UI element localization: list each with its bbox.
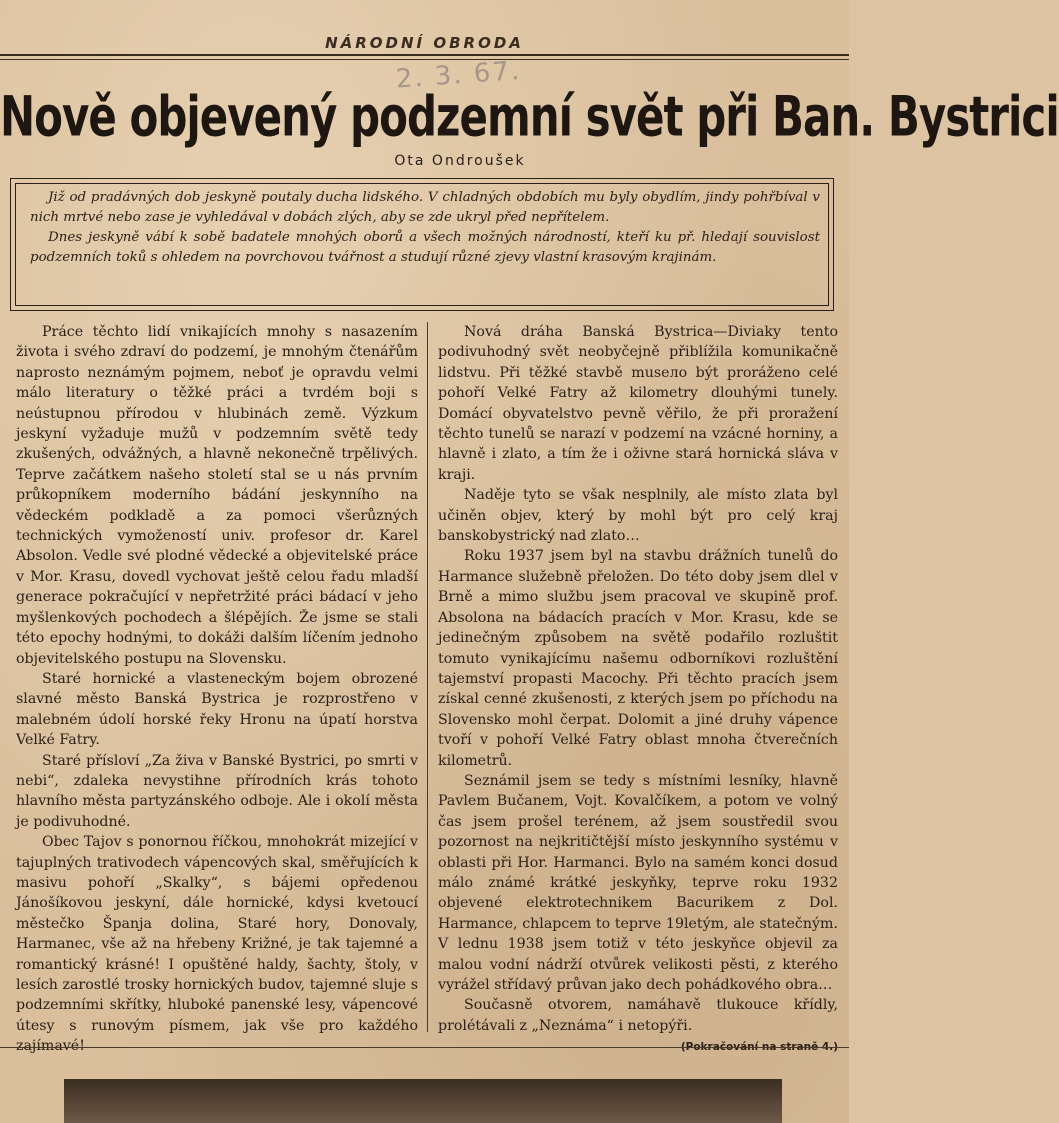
body-paragraph: Staré hornické a vlasteneckým bojem obrozené slavné město Banská Bystrica je rozprostřeno v malebném údolí horské řeky Hronu na úpatí horstva Velké Fatry. <box>16 670 418 749</box>
lead-text <box>15 183 829 306</box>
lead-box <box>10 178 834 311</box>
masthead-rule-thin <box>0 59 849 60</box>
body-paragraph: Staré přísloví „Za živa v Banské Bystrici, po smrti v nebi“, zdaleka nevystihne přírodních krás tohoto hlavního města partyzánského odboje. Ale i okolí města je podivuhodné. <box>16 752 418 830</box>
author-byline: Ota Ondroušek <box>394 153 526 169</box>
right-column <box>438 322 838 1058</box>
body-paragraph: Nová dráha Banská Bystrica—Diviaky tento podivuhodný svět neobyčejně přiblížila komunikačně lidstvu. Při těžké stavbě musело být proráženo celé pohoří Velké Fatry až kilometry dlouhými tunely. Domácí obyvatelstvo pevně věřilo, že při proražení těchto tunelů se narazí v podzemí na vzácné horniny, a hlavně i zlato, a tím že i oživne stará hornická sláva v kraji. <box>438 324 838 483</box>
headline: Nově objevený podzemní svět při Ban. Bystrici <box>0 84 1059 149</box>
body-paragraph: Obec Tajov s ponornou říčkou, mnohokrát mizející v tajuplných trativodech vápencových skal, směřujících k masivu pohoří „Skalky“, s bájemi opředenou Jánošíkovou jeskyní, dále hornické, kdysi kvetoucí městečko Španja dolina, Staré hory, Donovaly, Harmanec, vše až na hřebeny Križné, je tak tajemné a romantický krásné! I opuštěné haldy, šachty, štoly, v lesích zarostlé trosky hornických budov, tajemné sluje s podzemními skřítky, hluboké panenské lesy, vápencové útesy s runovým písmem, jak vše pro každého zajímavé! <box>16 834 418 1055</box>
masthead: NÁRODNÍ OBRODA <box>325 34 524 52</box>
photo-fragment <box>64 1079 782 1123</box>
left-column <box>16 322 418 1057</box>
body-paragraph: Roku 1937 jsem byl na stavbu drážních tunelů do Harmance služebně přeložen. Do této doby jsem dlel v Brně a mimo službu jsem pracoval ve skupině prof. Absolona na bádacích pracích v Mor. Krasu, kde se jedinečným způsobem na světě podařilo rozluštit tomuto vynikajícímu našemu odborníkovi rozluštění tajemství propasti Macochy. Při těchto pracích jsem získal cenné zkušenosti, z kterých jsem po příchodu na Slovensko mohl čerpat. Dolomit a jiné druhy vápence tvoří v pohoří Velké Fatry oblast mnoha čtverečních kilometrů. <box>438 548 838 769</box>
masthead-rule <box>0 54 849 56</box>
body-paragraph: Současně otvorem, namáhavě tlukouce křídly, prolétávali z „Neznáma“ i netopýři. <box>438 997 838 1034</box>
lead-paragraph: Již od pradávných dob jeskyně poutaly ducha lidského. V chladných obdobích mu byly obydlím, jindy pohřbíval v nich mrtvé nebo zase je vyhledával v dobách zlých, aby se zde ukryl před nepřítelem. <box>30 190 820 225</box>
handwritten-date: 2. 3. 67. <box>394 55 523 95</box>
body-paragraph: Seznámil jsem se tedy s místními lesníky, hlavně Pavlem Bučanem, Vojt. Kovalčíkem, a potom ve volný čas jsem prošel terénem, až jsem soustředil svou pozornost na nejkritičtější místo jeskynního systému v oblasti při Hor. Harmanci. Bylo na samém konci dosud málo známé krátké jeskyňky, teprve roku 1932 objevené elektrotechnikem Bacurikem z Dol. Harmance, chlapcem to teprve 19letým, ale statečným. V lednu 1938 jsem totiž v této jeskyňce objevil za malou vodní nádrží otvůrek velikosti pěsti, z kterého vyrážel střídavý průvan jako dech pohádkového obra… <box>438 772 838 993</box>
bottom-rule <box>0 1047 849 1048</box>
lead-paragraph: Dnes jeskyně vábí k sobě badatele mnohých oborů a všech možných národností, kteří ku př. hledají souvislost podzemních toků s ohledem na povrchovou tvářnost a studují různé zjevy vlastní krasovým krajinám. <box>30 230 820 265</box>
body-paragraph: Naděje tyto se však nesplnily, ale místo zlata byl učiněn objev, který by mohl být pro celý kraj banskobystrický nad zlato… <box>438 487 838 545</box>
column-divider <box>427 322 428 1032</box>
continued-note: (Pokračování na straně 4.) <box>680 1041 838 1054</box>
body-paragraph: Práce těchto lidí vnikajících mnohy s nasazením života i svého zdraví do podzemí, je mnohým čtenářům naprosto neznámým pojmem, neboť je opravdu velmi málo literatury o těžké práci a tvrdém boji s neústupnou přírodou v hlubinách země. Výzkum jeskyní vyžaduje mužů v podzemním světě tedy zkušených, odvážných, a hlavně nekonečně trpělivých. Teprve začátkem našeho století stal se u nás prvním průkopníkem moderního bádání jeskynního na vědeckém podkladě a za pomoci všerůzných technických vymožeností univ. profesor dr. Karel Absolon. Vedle své plodné vědecké a objevitelské práce v Mor. Krasu, dovedl vychovat ještě celou řadu mladší generace pokračující v nepřetržité práci bádací v jeho myšlenkových pochodech a šlépějích. Že jsme se stali této epochy hodnými, to dokáži dalším líčením jednoho objevitelského postupu na Slovensku. <box>16 324 418 667</box>
